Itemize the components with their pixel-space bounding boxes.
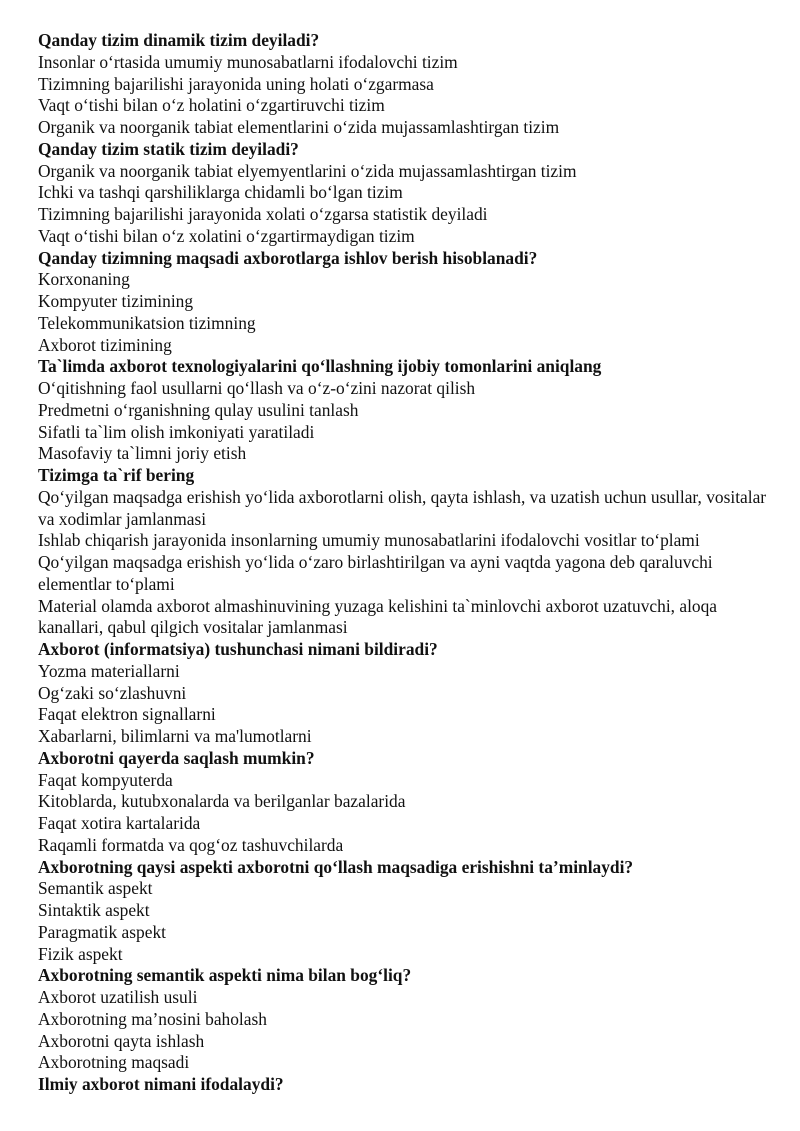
question-block-7	[38, 748, 768, 857]
question-block-4	[38, 356, 768, 465]
answer-option: Sintaktik aspekt	[38, 900, 150, 920]
answer-option: Axborotning maqsadi	[38, 1052, 190, 1073]
question-block-5	[38, 465, 768, 639]
question-block-1	[38, 30, 768, 139]
answer-option: Insonlar o‘rtasida umumiy munosabatlarni ifodalovchi tizim	[38, 51, 458, 72]
question-text: Axborotni qayerda saqlash mumkin?	[38, 747, 315, 768]
answer-option: Ishlab chiqarish jarayonida insonlarning umumiy munosabatlarini ifodalovchi vositlar to‘plami	[38, 530, 700, 551]
answer-option: Axborot uzatilish usuli	[38, 987, 198, 1007]
answer-option: Faqat elektron signallarni	[38, 704, 216, 725]
answer-option: Og‘zaki so‘zlashuvni	[38, 682, 187, 703]
answer-option: O‘qitishning faol usullarni qo‘llash va o‘z-o‘zini nazorat qilish	[38, 378, 476, 398]
answer-option: Semantik aspekt	[38, 878, 153, 899]
answer-option: Raqamli formatda va qog‘oz tashuvchilarda	[38, 834, 344, 855]
answer-option: Korxonaning	[38, 269, 130, 290]
question-text: Qanday tizimning maqsadi axborotlarga ishlov berish hisoblanadi?	[38, 247, 538, 268]
answer-option: Organik va noorganik tabiat elyemyentlarini o‘zida mujassamlashtirgan tizim	[38, 160, 577, 181]
answer-option: Kitoblarda, kutubxonalarda va berilganlar bazalarida	[38, 791, 406, 812]
question-text: Ilmiy axborot nimani ifodalaydi?	[38, 1074, 284, 1094]
answer-option: Masofaviy ta`limni joriy etish	[38, 443, 247, 464]
answer-option: Faqat xotira kartalarida	[38, 813, 201, 833]
question-text: Axborot (informatsiya) tushunchasi nimani bildiradi?	[38, 639, 438, 659]
answer-option: Tizimning bajarilishi jarayonida uning holati o‘zgarmasa	[38, 73, 434, 94]
document-page	[38, 30, 768, 1096]
answer-option: Axborotning ma’nosini baholash	[38, 1008, 267, 1029]
answer-option: Axborot tizimining	[38, 334, 172, 355]
answer-option: Tizimning bajarilishi jarayonida xolati o‘zgarsa statistik deyiladi	[38, 204, 488, 224]
answer-option: Qo‘yilgan maqsadga erishish yo‘lida axborotlarni olish, qayta ishlash, va uzatish uchun usullar, vositalar va xodimlar jamlanmasi	[38, 486, 767, 529]
answer-option: Faqat kompyuterda	[38, 769, 173, 790]
answer-option: Vaqt o‘tishi bilan o‘z holatini o‘zgartiruvchi tizim	[38, 95, 385, 116]
question-block-8	[38, 857, 768, 966]
answer-option: Ichki va tashqi qarshiliklarga chidamli bo‘lgan tizim	[38, 182, 403, 203]
answer-option: Telekommunikatsion tizimning	[38, 312, 256, 333]
answer-option: Vaqt o‘tishi bilan o‘z xolatini o‘zgartirmaydigan tizim	[38, 225, 415, 246]
answer-option: Axborotni qayta ishlash	[38, 1030, 205, 1051]
question-block-3	[38, 248, 768, 357]
question-text: Ta`limda axborot texnologiyalarini qo‘llashning ijobiy tomonlarini aniqlang	[38, 356, 602, 377]
question-text: Axborotning qaysi aspekti axborotni qo‘llash maqsadiga erishishni ta’minlaydi?	[38, 856, 634, 877]
answer-option: Kompyuter tizimining	[38, 291, 194, 311]
answer-option: Sifatli ta`lim olish imkoniyati yaratiladi	[38, 421, 315, 442]
question-text: Qanday tizim dinamik tizim deyiladi?	[38, 30, 320, 50]
question-block-9	[38, 965, 768, 1074]
answer-option: Predmetni o‘rganishning qulay usulini tanlash	[38, 399, 359, 420]
answer-option: Yozma materiallarni	[38, 660, 180, 681]
answer-option: Fizik aspekt	[38, 943, 123, 964]
question-text: Qanday tizim statik tizim deyiladi?	[38, 138, 299, 159]
question-text: Tizimga ta`rif bering	[38, 465, 195, 485]
answer-option: Qo‘yilgan maqsadga erishish yo‘lida o‘zaro birlashtirilgan va ayni vaqtda yagona deb qaraluvchi elementlar to‘plami	[38, 552, 713, 594]
answer-option: Material olamda axborot almashinuvining yuzaga kelishini ta`minlovchi axborot uzatuvchi, aloqa kanallari, qabul qilgich vositalar jamlanmasi	[38, 595, 718, 638]
answer-option: Xabarlarni, bilimlarni va ma'lumotlarni	[38, 726, 312, 746]
answer-option: Organik va noorganik tabiat elementlarini o‘zida mujassamlashtirgan tizim	[38, 117, 560, 137]
question-block-6	[38, 639, 768, 748]
question-block-2	[38, 139, 768, 248]
question-block-10	[38, 1074, 768, 1096]
question-text: Axborotning semantik aspekti nima bilan bog‘liq?	[38, 965, 412, 986]
answer-option: Paragmatik aspekt	[38, 921, 166, 942]
